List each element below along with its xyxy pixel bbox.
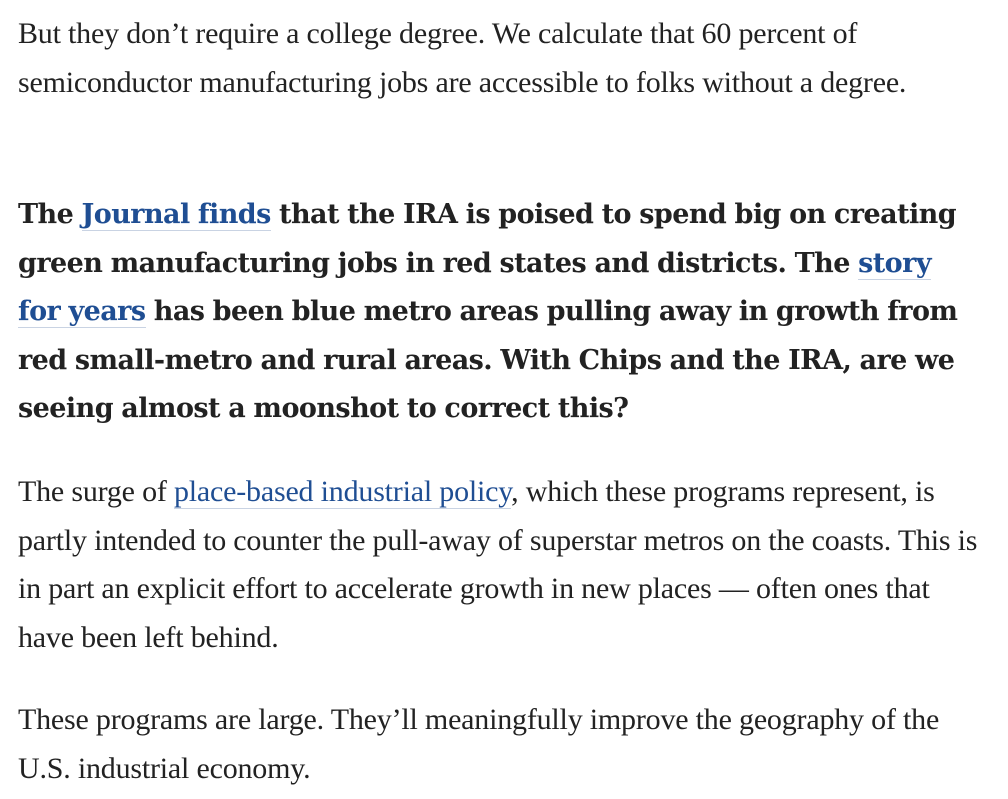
place-based-policy-link[interactable]: place-based industrial policy xyxy=(173,475,512,508)
story-for-years-link[interactable]: story for years xyxy=(18,247,931,327)
journal-finds-link[interactable]: Journal finds xyxy=(81,199,271,230)
answer-paragraph-programs xyxy=(18,696,978,793)
question-text-3: has been blue metro areas pulling away in growth from red small-metro and rural areas. With Chips and the IRA, are we seeing almost a moonshot to correct this? xyxy=(18,296,958,424)
question-text-2: that the IRA is poised to spend big on creating green manufacturing jobs in red states and districts. The xyxy=(18,199,957,279)
interview-question xyxy=(18,191,978,434)
answer-paragraph-degree xyxy=(18,10,978,107)
answer-text: These programs are large. They’ll meaningfully improve the geography of the U.S. industrial economy. xyxy=(18,703,940,785)
answer-text-2: , which these programs represent, is partly intended to counter the pull-away of superstar metros on the coasts. This is in part an explicit effort to accelerate growth in new places — often ones that have been left behind. xyxy=(18,475,978,654)
answer-text: But they don’t require a college degree. We calculate that 60 percent of semiconductor manufacturing jobs are accessible to folks without a degree. xyxy=(18,17,907,99)
answer-paragraph-policy xyxy=(18,468,978,662)
answer-text-1: The surge of xyxy=(18,475,174,508)
question-text-1: The xyxy=(18,199,82,230)
